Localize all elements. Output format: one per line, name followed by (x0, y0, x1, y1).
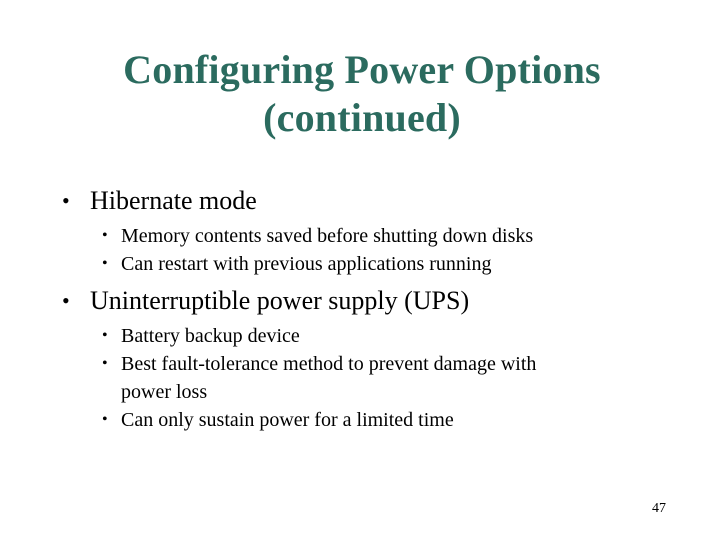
page-number: 47 (652, 501, 666, 516)
sub-bullet-sustain-power (62, 406, 662, 434)
sub-bullet-line: • Best fault-tolerance method to prevent damage with (121, 353, 537, 375)
sub-bullet-fault-tolerance (62, 350, 662, 406)
sub-bullet-line: • Can restart with previous applications running (121, 253, 492, 275)
sub-bullet-line: power loss (121, 381, 208, 403)
slide-title-line-2: (continued) (263, 95, 461, 140)
bullet-hibernate-mode: • Hibernate mode (62, 184, 662, 218)
sub-bullet-battery-backup (62, 322, 662, 350)
sub-bullet-can-restart (62, 250, 662, 278)
sub-bullet-line: • Battery backup device (121, 325, 300, 347)
sub-bullet-memory-contents (62, 222, 662, 250)
sub-bullet-line: • Memory contents saved before shutting down disks (121, 225, 534, 247)
bullet-ups: • Uninterruptible power supply (UPS) (62, 284, 662, 318)
bullet-list (62, 184, 662, 440)
slide-title-line-1: Configuring Power Options (123, 47, 601, 92)
sub-list-hibernate (62, 222, 662, 278)
sub-bullet-line: • Can only sustain power for a limited time (121, 409, 454, 431)
sub-list-ups (62, 322, 662, 434)
slide-title (48, 46, 676, 142)
